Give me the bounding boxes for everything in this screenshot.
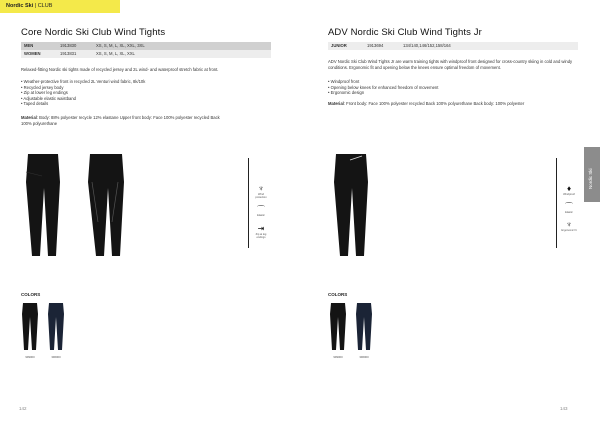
zip-icon: ⇥ Zip at leg endings bbox=[255, 223, 267, 239]
right-description: ADV Nordic Ski Club Wind Tights Jr are warm training tights with windproof front designed for cross-country skiing in cold and windy conditions. Ergonomic fit and opening below the knees ensure optimal freedom of movement. bbox=[328, 59, 573, 70]
list-item: • Zip at lower leg endings bbox=[21, 90, 68, 96]
left-product-title: Core Nordic Ski Club Wind Tights bbox=[21, 27, 166, 38]
right-material bbox=[328, 101, 543, 107]
row-sizes: XS, S, M, L, XL, XXL bbox=[96, 51, 135, 56]
swatch-navy[interactable] bbox=[356, 303, 372, 350]
left-size-table bbox=[21, 42, 271, 58]
elastic-icon: ⌒ Elastic bbox=[257, 205, 265, 218]
left-colors-label: COLORS bbox=[21, 292, 41, 297]
left-divider bbox=[248, 158, 249, 248]
row-code: 1913830 bbox=[60, 43, 77, 48]
left-product-images bbox=[18, 152, 138, 260]
list-item: • Adjustable elastic waistband bbox=[21, 95, 77, 101]
section-sub: CLUB bbox=[37, 3, 53, 9]
list-item: • Weather-protective front in recycled 2L Venturi wind fabric, 8k/10k bbox=[21, 79, 146, 84]
list-item: • Opening below knees for enhanced freedom of movement bbox=[328, 84, 439, 90]
list-item: • Ergonomic design bbox=[328, 90, 365, 96]
swatch-code: 999000 bbox=[25, 355, 35, 359]
list-item: • Recycled jersey body bbox=[21, 84, 64, 90]
right-colors-label: COLORS bbox=[328, 292, 348, 297]
row-sizes: XS, S, M, L, XL, XXL, 3XL bbox=[96, 43, 145, 48]
material-text: : Body: 88% polyester recycle 12% elastane Upper front body: Face 100% polyester recycled Back 100% polyurethane bbox=[21, 115, 220, 126]
tights-front-image bbox=[26, 154, 60, 256]
table-row bbox=[328, 42, 578, 50]
row-code: 1913694 bbox=[367, 43, 384, 48]
row-label: WOMEN bbox=[24, 51, 41, 56]
section-name: Nordic Ski bbox=[6, 3, 34, 9]
ergonomic-icon: ♆ Ergonomic fit bbox=[561, 220, 577, 233]
row-label: JUNIOR bbox=[331, 43, 347, 48]
table-row bbox=[21, 50, 271, 58]
list-item: • Taped details bbox=[21, 101, 49, 107]
side-tab-label: Nordic Ski bbox=[588, 168, 593, 189]
swatch-code: 999000 bbox=[333, 355, 343, 359]
swatch-navy[interactable] bbox=[48, 303, 64, 350]
tights-back-image bbox=[88, 154, 124, 256]
right-product-image bbox=[328, 152, 388, 260]
left-material bbox=[21, 115, 231, 126]
material-label: Material bbox=[328, 101, 344, 106]
swatch-code: 396000 bbox=[51, 355, 61, 359]
row-sizes: 134/140,146/152,158/164 bbox=[403, 43, 451, 48]
right-page-number: 143 bbox=[560, 406, 568, 411]
left-feature-list bbox=[21, 79, 271, 107]
row-code: 1913831 bbox=[60, 51, 77, 56]
elastic-icon: ⌒ Elastic bbox=[565, 202, 573, 215]
swatch-black[interactable] bbox=[330, 303, 346, 350]
right-feature-list bbox=[328, 79, 573, 96]
right-product-title: ADV Nordic Ski Club Wind Tights Jr bbox=[328, 27, 482, 38]
swatch-black[interactable] bbox=[22, 303, 38, 350]
right-color-swatches bbox=[328, 302, 378, 352]
junior-tights-image bbox=[334, 154, 368, 256]
left-page-number: 142 bbox=[19, 406, 27, 411]
material-label: Material bbox=[21, 115, 37, 120]
right-size-table bbox=[328, 42, 578, 50]
right-feature-icons bbox=[560, 184, 578, 233]
section-tag: Nordic Ski | CLUB bbox=[0, 0, 120, 13]
material-text: : Front body: Face 100% polyester recycled Back 100% polyurethane Back body: 100% polyester bbox=[343, 101, 525, 106]
section-side-tab[interactable] bbox=[584, 147, 600, 202]
list-item: • Windproof front bbox=[328, 79, 360, 84]
right-divider bbox=[556, 158, 557, 248]
swatch-code: 396000 bbox=[359, 355, 369, 359]
left-color-swatches bbox=[20, 302, 70, 352]
windproof-icon: ♦ Windproof bbox=[563, 184, 575, 196]
table-row bbox=[21, 42, 271, 50]
wind-icon: ♆ Wind protection bbox=[255, 184, 267, 200]
left-feature-icons bbox=[252, 184, 270, 239]
left-description: Relaxed-fitting Nordic ski tights made of recycled jersey and 2L wind- and waterproof stretch fabric at front. bbox=[21, 67, 219, 72]
row-label: MEN bbox=[24, 43, 34, 48]
